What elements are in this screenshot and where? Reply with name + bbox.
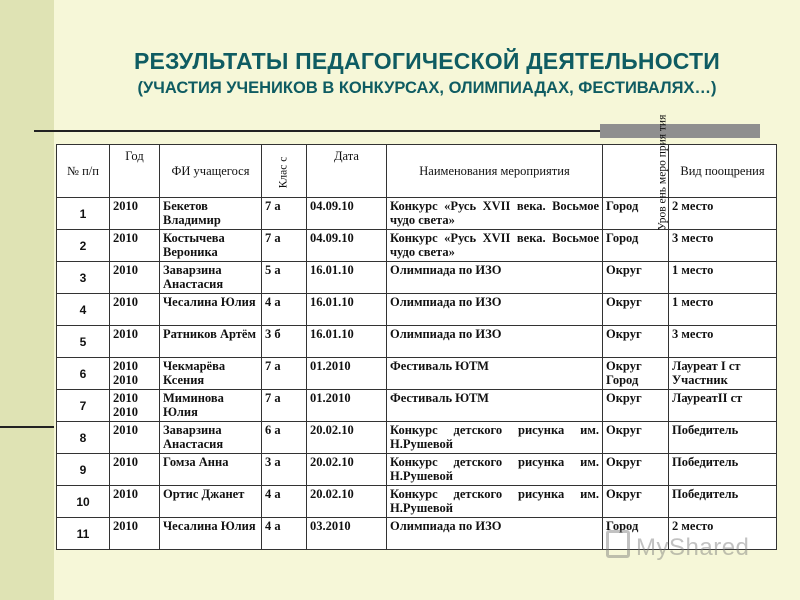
- cell-name: Бекетов Владимир: [160, 198, 262, 230]
- cell-level: Округ Город: [603, 358, 669, 390]
- cell-award: Победитель: [669, 422, 777, 454]
- cell-level: Округ: [603, 486, 669, 518]
- table-row: [57, 422, 777, 454]
- cell-award: 1 место: [669, 262, 777, 294]
- cell-year: 2010: [110, 262, 160, 294]
- watermark: [606, 530, 749, 562]
- cell-award: Лауреат I ст Участник: [669, 358, 777, 390]
- cell-level: Округ: [603, 262, 669, 294]
- cell-name: Ратников Артём: [160, 326, 262, 358]
- cell-event: Конкурс детского рисунка им. Н.Рушевой: [387, 454, 603, 486]
- cell-event: Олимпиада по ИЗО: [387, 262, 603, 294]
- header-class-label: Клас с: [277, 156, 290, 189]
- table-row: [57, 198, 777, 230]
- cell-num: 4: [57, 294, 110, 326]
- cell-class: 7 а: [262, 230, 307, 262]
- title-rule-accent: [600, 124, 760, 138]
- header-num: № п/п: [57, 145, 110, 198]
- page-subtitle: (УЧАСТИЯ УЧЕНИКОВ В КОНКУРСАХ, ОЛИМПИАДАХ, ФЕСТИВАЛЯХ…): [137, 79, 717, 97]
- table-body: [57, 198, 777, 550]
- cell-level: Округ: [603, 454, 669, 486]
- cell-event: Конкурс «Русь XVII века. Восьмое чудо света»: [387, 198, 603, 230]
- table-row: [57, 262, 777, 294]
- cell-date: 20.02.10: [307, 422, 387, 454]
- cell-class: 3 а: [262, 454, 307, 486]
- cell-class: 6 а: [262, 422, 307, 454]
- cell-date: 01.2010: [307, 390, 387, 422]
- title-block: [54, 48, 800, 98]
- cell-num: 5: [57, 326, 110, 358]
- left-decor-bar: [0, 0, 54, 600]
- cell-year: 2010: [110, 422, 160, 454]
- cell-event: Конкурс детского рисунка им. Н.Рушевой: [387, 486, 603, 518]
- cell-year: 2010: [110, 294, 160, 326]
- cell-year: 2010: [110, 486, 160, 518]
- cell-num: 3: [57, 262, 110, 294]
- table-row: [57, 294, 777, 326]
- cell-num: 1: [57, 198, 110, 230]
- cell-name: Чесалина Юлия: [160, 294, 262, 326]
- cell-year: 2010: [110, 230, 160, 262]
- cell-level: Округ: [603, 294, 669, 326]
- cell-award: ЛауреатII ст: [669, 390, 777, 422]
- cell-class: 7 а: [262, 390, 307, 422]
- cell-event: Олимпиада по ИЗО: [387, 294, 603, 326]
- cell-year: 2010: [110, 198, 160, 230]
- cell-event: Фестиваль ЮТМ: [387, 358, 603, 390]
- cell-class: 4 а: [262, 518, 307, 550]
- cell-award: 3 место: [669, 326, 777, 358]
- cell-name: Заварзина Анастасия: [160, 262, 262, 294]
- cell-year: 2010: [110, 454, 160, 486]
- table-row: [57, 326, 777, 358]
- cell-num: 2: [57, 230, 110, 262]
- cell-name: Чекмарёва Ксения: [160, 358, 262, 390]
- cell-year: 2010: [110, 326, 160, 358]
- table-row: [57, 486, 777, 518]
- table-row: [57, 390, 777, 422]
- cell-name: Костычева Вероника: [160, 230, 262, 262]
- header-year: Год: [110, 145, 160, 198]
- cell-num: 6: [57, 358, 110, 390]
- table-header-row: [57, 145, 777, 198]
- header-event: Наименования мероприятия: [387, 145, 603, 198]
- cell-num: 10: [57, 486, 110, 518]
- cell-date: 16.01.10: [307, 262, 387, 294]
- cell-name: Ортис Джанет: [160, 486, 262, 518]
- header-class: [262, 145, 307, 198]
- cell-event: Фестиваль ЮТМ: [387, 390, 603, 422]
- cell-class: 5 а: [262, 262, 307, 294]
- cell-level: Округ: [603, 326, 669, 358]
- cell-class: 4 а: [262, 294, 307, 326]
- cell-level: Город: [603, 198, 669, 230]
- cell-date: 03.2010: [307, 518, 387, 550]
- watermark-logo-icon: [606, 530, 630, 558]
- cell-event: Олимпиада по ИЗО: [387, 326, 603, 358]
- cell-num: 8: [57, 422, 110, 454]
- header-name: ФИ учащегося: [160, 145, 262, 198]
- cell-name: Гомза Анна: [160, 454, 262, 486]
- cell-class: 3 б: [262, 326, 307, 358]
- cell-num: 9: [57, 454, 110, 486]
- cell-level: Город: [603, 518, 669, 550]
- table-row: [57, 230, 777, 262]
- cell-year: 2010: [110, 518, 160, 550]
- cell-event: Конкурс «Русь XVII века. Восьмое чудо света»: [387, 230, 603, 262]
- cell-award: 1 место: [669, 294, 777, 326]
- cell-year: 2010 2010: [110, 390, 160, 422]
- cell-level: Город: [603, 230, 669, 262]
- cell-date: 20.02.10: [307, 486, 387, 518]
- header-award: Вид поощрения: [669, 145, 777, 198]
- cell-award: 3 место: [669, 230, 777, 262]
- cell-date: 16.01.10: [307, 294, 387, 326]
- cell-num: 11: [57, 518, 110, 550]
- results-table: [56, 114, 777, 550]
- cell-award: 2 место: [669, 518, 777, 550]
- header-date: Дата: [307, 145, 387, 198]
- cell-class: 7 а: [262, 358, 307, 390]
- cell-event: Конкурс детского рисунка им. Н.Рушевой: [387, 422, 603, 454]
- results-table-container: [56, 114, 776, 550]
- cell-date: 16.01.10: [307, 326, 387, 358]
- table-row: [57, 454, 777, 486]
- cell-date: 20.02.10: [307, 454, 387, 486]
- cell-date: 01.2010: [307, 358, 387, 390]
- cell-num: 7: [57, 390, 110, 422]
- cell-year: 2010 2010: [110, 358, 160, 390]
- cell-name: Заварзина Анастасия: [160, 422, 262, 454]
- cell-event: Олимпиада по ИЗО: [387, 518, 603, 550]
- cell-level: Округ: [603, 422, 669, 454]
- cell-award: Победитель: [669, 454, 777, 486]
- cell-name: Миминова Юлия: [160, 390, 262, 422]
- left-divider: [0, 426, 54, 428]
- cell-level: Округ: [603, 390, 669, 422]
- cell-class: 7 а: [262, 198, 307, 230]
- cell-award: 2 место: [669, 198, 777, 230]
- cell-class: 4 а: [262, 486, 307, 518]
- cell-date: 04.09.10: [307, 230, 387, 262]
- page-title: РЕЗУЛЬТАТЫ ПЕДАГОГИЧЕСКОЙ ДЕЯТЕЛЬНОСТИ: [133, 48, 721, 74]
- title-rule: [34, 130, 600, 132]
- watermark-text: MyShared: [636, 534, 750, 561]
- table-row: [57, 358, 777, 390]
- cell-award: Победитель: [669, 486, 777, 518]
- cell-date: 04.09.10: [307, 198, 387, 230]
- header-level-label: Уров ень меро прия тия: [656, 114, 669, 231]
- cell-name: Чесалина Юлия: [160, 518, 262, 550]
